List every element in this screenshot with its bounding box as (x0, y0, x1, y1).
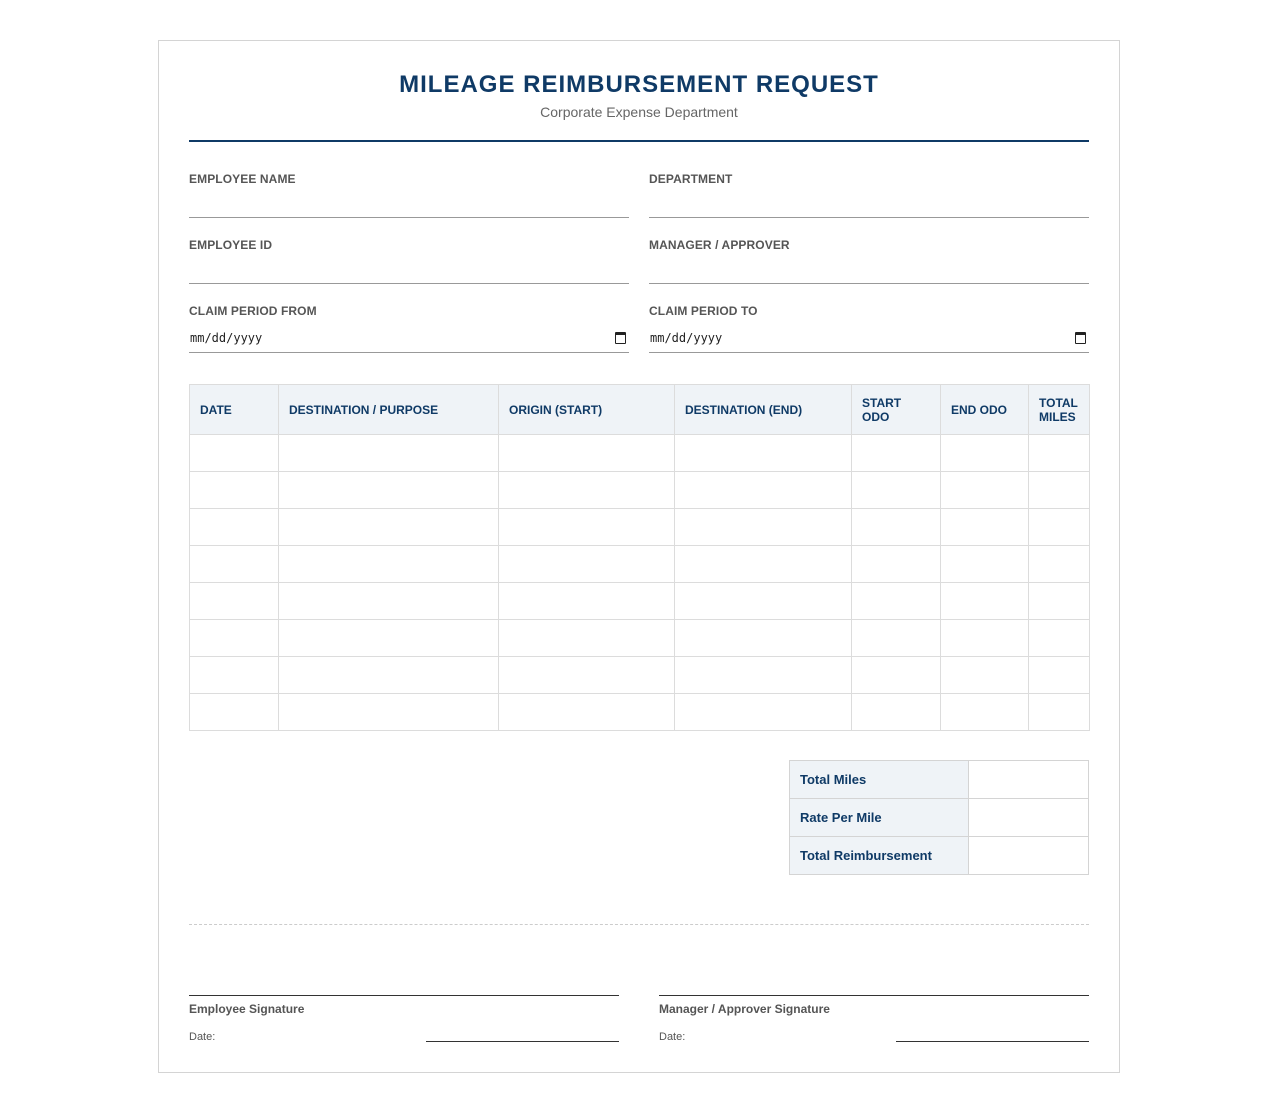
table-cell[interactable] (852, 472, 941, 509)
table-row (190, 620, 1090, 657)
table-cell[interactable] (190, 472, 279, 509)
table-cell[interactable] (852, 657, 941, 694)
department-field[interactable] (649, 172, 1089, 186)
form-title: MILEAGE REIMBURSEMENT REQUEST (399, 71, 879, 98)
table-cell[interactable] (852, 694, 941, 731)
form-subtitle: Corporate Expense Department (540, 104, 738, 120)
table-cell[interactable] (1029, 472, 1090, 509)
column-header: DESTINATION (END) (675, 385, 852, 435)
claim-from-field[interactable] (189, 304, 629, 345)
column-header: TOTAL MILES (1029, 385, 1090, 435)
table-cell[interactable] (499, 620, 675, 657)
manager-input[interactable] (649, 283, 1089, 284)
table-cell[interactable] (190, 657, 279, 694)
claim-to-label: CLAIM PERIOD TO (649, 304, 758, 318)
manager-signature-label: Manager / Approver Signature (659, 1002, 830, 1016)
table-cell[interactable] (675, 546, 852, 583)
department-label: DEPARTMENT (649, 172, 733, 186)
table-header-row (190, 385, 1090, 435)
claim-from-underline (189, 352, 629, 353)
column-header: DESTINATION / PURPOSE (279, 385, 499, 435)
table-cell[interactable] (190, 435, 279, 472)
table-cell[interactable] (190, 546, 279, 583)
table-cell[interactable] (499, 472, 675, 509)
table-cell[interactable] (279, 509, 499, 546)
summary-table (789, 760, 1089, 875)
employee-name-field[interactable] (189, 172, 629, 186)
column-header: END ODO (941, 385, 1029, 435)
mileage-log-table (189, 384, 1090, 731)
table-row (190, 583, 1090, 620)
table-cell[interactable] (941, 694, 1029, 731)
manager-date-line[interactable] (896, 1041, 1089, 1042)
table-cell[interactable] (499, 657, 675, 694)
rate-per-mile-label: Rate Per Mile (790, 799, 969, 837)
table-cell[interactable] (190, 694, 279, 731)
manager-date-label: Date: (659, 1031, 686, 1043)
claim-to-placeholder: mm/dd/yyyy (650, 331, 723, 345)
table-cell[interactable] (279, 694, 499, 731)
total-miles-label: Total Miles (790, 761, 969, 799)
employee-date-label: Date: (189, 1031, 216, 1043)
table-cell[interactable] (941, 509, 1029, 546)
calendar-icon[interactable] (1075, 332, 1086, 344)
table-cell[interactable] (852, 620, 941, 657)
table-cell[interactable] (675, 509, 852, 546)
table-cell[interactable] (675, 694, 852, 731)
employee-id-label: EMPLOYEE ID (189, 238, 273, 252)
table-row (190, 694, 1090, 731)
employee-id-input[interactable] (189, 283, 629, 284)
summary-row (790, 761, 1089, 799)
table-cell[interactable] (852, 509, 941, 546)
table-cell[interactable] (1029, 509, 1090, 546)
table-row (190, 435, 1090, 472)
column-header: START ODO (852, 385, 941, 435)
table-cell[interactable] (852, 583, 941, 620)
claim-to-field[interactable] (649, 304, 1089, 345)
table-row (190, 546, 1090, 583)
claim-from-date-input[interactable] (189, 328, 629, 350)
claim-from-placeholder: mm/dd/yyyy (190, 331, 263, 345)
table-cell[interactable] (941, 657, 1029, 694)
claim-from-label: CLAIM PERIOD FROM (189, 304, 317, 318)
employee-name-label: EMPLOYEE NAME (189, 172, 296, 186)
claim-to-underline (649, 352, 1089, 353)
employee-id-field[interactable] (189, 238, 629, 252)
table-cell[interactable] (941, 435, 1029, 472)
department-input[interactable] (649, 217, 1089, 218)
table-cell[interactable] (941, 620, 1029, 657)
table-cell[interactable] (1029, 546, 1090, 583)
table-cell[interactable] (675, 435, 852, 472)
employee-signature-label: Employee Signature (189, 1002, 305, 1016)
table-cell[interactable] (1029, 620, 1090, 657)
total-reimbursement-value-cell[interactable] (969, 837, 1089, 875)
table-cell[interactable] (279, 546, 499, 583)
column-header: ORIGIN (START) (499, 385, 675, 435)
table-cell[interactable] (190, 509, 279, 546)
employee-date-line[interactable] (426, 1041, 619, 1042)
table-cell[interactable] (499, 694, 675, 731)
table-body (190, 435, 1090, 731)
total-reimbursement-label: Total Reimbursement (790, 837, 969, 875)
table-cell[interactable] (279, 620, 499, 657)
table-cell[interactable] (675, 620, 852, 657)
table-cell[interactable] (941, 546, 1029, 583)
table-cell[interactable] (279, 583, 499, 620)
table-cell[interactable] (499, 435, 675, 472)
table-row (190, 509, 1090, 546)
table-cell[interactable] (279, 435, 499, 472)
table-cell[interactable] (941, 583, 1029, 620)
table-cell[interactable] (190, 583, 279, 620)
manager-signature-line[interactable] (659, 995, 1089, 996)
table-cell[interactable] (499, 509, 675, 546)
table-cell[interactable] (852, 435, 941, 472)
table-cell[interactable] (279, 657, 499, 694)
title-divider (189, 140, 1089, 142)
rate-per-mile-value-cell[interactable] (969, 799, 1089, 837)
table-cell[interactable] (675, 472, 852, 509)
table-cell[interactable] (1029, 694, 1090, 731)
total-miles-value-cell[interactable] (969, 761, 1089, 799)
manager-label: MANAGER / APPROVER (649, 238, 790, 252)
table-cell[interactable] (675, 657, 852, 694)
summary-row (790, 837, 1089, 875)
column-header: DATE (190, 385, 279, 435)
employee-signature-line[interactable] (189, 995, 619, 996)
manager-field[interactable] (649, 238, 1089, 252)
table-cell[interactable] (675, 583, 852, 620)
calendar-icon[interactable] (615, 332, 626, 344)
table-cell[interactable] (279, 472, 499, 509)
table-row (190, 657, 1090, 694)
claim-to-date-input[interactable] (649, 328, 1089, 350)
table-cell[interactable] (499, 583, 675, 620)
table-cell[interactable] (1029, 583, 1090, 620)
table-cell[interactable] (499, 546, 675, 583)
summary-row (790, 799, 1089, 837)
table-cell[interactable] (852, 546, 941, 583)
table-row (190, 472, 1090, 509)
table-cell[interactable] (1029, 657, 1090, 694)
form-sheet (158, 40, 1120, 1073)
table-cell[interactable] (190, 620, 279, 657)
table-cell[interactable] (1029, 435, 1090, 472)
employee-name-input[interactable] (189, 217, 629, 218)
section-divider (189, 924, 1089, 925)
table-cell[interactable] (941, 472, 1029, 509)
